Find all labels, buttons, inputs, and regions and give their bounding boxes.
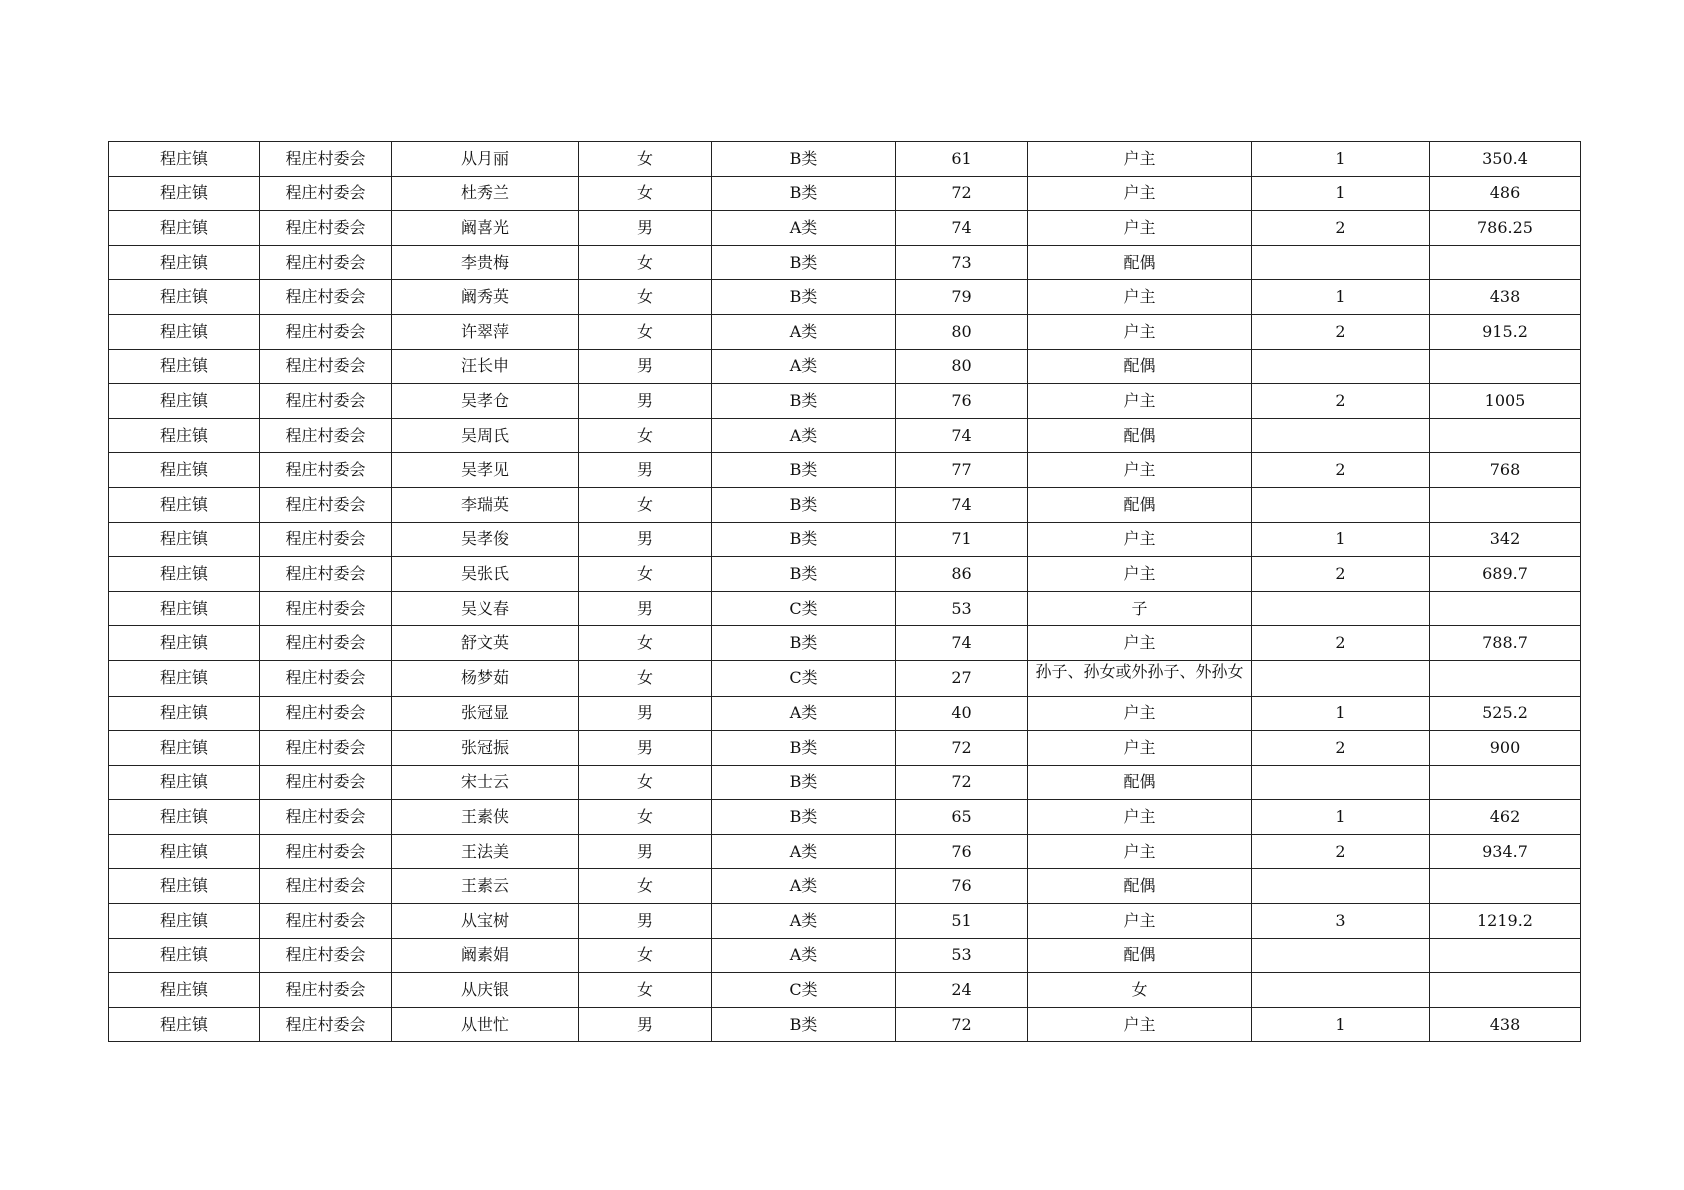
household-size-cell: 1: [1252, 176, 1430, 211]
name-cell: 王素云: [392, 869, 579, 904]
gender-cell: 男: [579, 696, 712, 731]
household-size-cell: 1: [1252, 142, 1430, 177]
village-committee-cell: 程庄村委会: [260, 660, 392, 696]
gender-cell: 男: [579, 211, 712, 246]
amount-cell: 915.2: [1430, 314, 1581, 349]
village-committee-cell: 程庄村委会: [260, 765, 392, 800]
household-size-cell: 2: [1252, 453, 1430, 488]
name-cell: 李瑞英: [392, 487, 579, 522]
gender-cell: 男: [579, 731, 712, 766]
household-size-cell: [1252, 869, 1430, 904]
relation-cell: 户主: [1028, 384, 1252, 419]
town-cell: 程庄镇: [109, 626, 260, 661]
age-cell: 72: [896, 176, 1028, 211]
town-cell: 程庄镇: [109, 904, 260, 939]
village-committee-cell: 程庄村委会: [260, 557, 392, 592]
amount-cell: 900: [1430, 731, 1581, 766]
category-cell: A类: [712, 904, 896, 939]
table-row: [109, 453, 1581, 488]
town-cell: 程庄镇: [109, 349, 260, 384]
amount-cell: [1430, 349, 1581, 384]
household-size-cell: 2: [1252, 384, 1430, 419]
data-table: [108, 141, 1581, 1042]
category-cell: B类: [712, 800, 896, 835]
gender-cell: 女: [579, 626, 712, 661]
relation-cell: 户主: [1028, 1007, 1252, 1042]
gender-cell: 男: [579, 349, 712, 384]
age-cell: 53: [896, 591, 1028, 626]
household-size-cell: [1252, 938, 1430, 973]
category-cell: A类: [712, 834, 896, 869]
village-committee-cell: 程庄村委会: [260, 142, 392, 177]
town-cell: 程庄镇: [109, 973, 260, 1008]
table-row: [109, 176, 1581, 211]
relation-cell: 户主: [1028, 731, 1252, 766]
relation-cell: 户主: [1028, 176, 1252, 211]
relation-text: 孙子、孙女或外孙子、外孙女: [1035, 661, 1244, 681]
village-committee-cell: 程庄村委会: [260, 314, 392, 349]
amount-cell: [1430, 418, 1581, 453]
relation-cell: 配偶: [1028, 487, 1252, 522]
table-row: [109, 660, 1581, 696]
age-cell: 65: [896, 800, 1028, 835]
name-cell: 王法美: [392, 834, 579, 869]
household-size-cell: 2: [1252, 557, 1430, 592]
amount-cell: 438: [1430, 1007, 1581, 1042]
household-size-cell: [1252, 591, 1430, 626]
category-cell: B类: [712, 765, 896, 800]
name-cell: 吴孝见: [392, 453, 579, 488]
amount-cell: [1430, 660, 1581, 696]
gender-cell: 男: [579, 591, 712, 626]
town-cell: 程庄镇: [109, 938, 260, 973]
village-committee-cell: 程庄村委会: [260, 904, 392, 939]
relation-cell: 户主: [1028, 522, 1252, 557]
category-cell: C类: [712, 973, 896, 1008]
gender-cell: 女: [579, 176, 712, 211]
name-cell: 从宝树: [392, 904, 579, 939]
table-row: [109, 142, 1581, 177]
category-cell: A类: [712, 211, 896, 246]
age-cell: 77: [896, 453, 1028, 488]
age-cell: 27: [896, 660, 1028, 696]
name-cell: 吴张氏: [392, 557, 579, 592]
category-cell: A类: [712, 869, 896, 904]
category-cell: A类: [712, 696, 896, 731]
town-cell: 程庄镇: [109, 731, 260, 766]
name-cell: 李贵梅: [392, 245, 579, 280]
amount-cell: [1430, 765, 1581, 800]
village-committee-cell: 程庄村委会: [260, 245, 392, 280]
gender-cell: 女: [579, 142, 712, 177]
category-cell: C类: [712, 591, 896, 626]
name-cell: 从月丽: [392, 142, 579, 177]
town-cell: 程庄镇: [109, 765, 260, 800]
town-cell: 程庄镇: [109, 660, 260, 696]
gender-cell: 女: [579, 869, 712, 904]
town-cell: 程庄镇: [109, 591, 260, 626]
relation-cell: 户主: [1028, 280, 1252, 315]
village-committee-cell: 程庄村委会: [260, 591, 392, 626]
relation-cell: 配偶: [1028, 765, 1252, 800]
town-cell: 程庄镇: [109, 453, 260, 488]
amount-cell: [1430, 487, 1581, 522]
gender-cell: 女: [579, 800, 712, 835]
amount-cell: [1430, 869, 1581, 904]
town-cell: 程庄镇: [109, 314, 260, 349]
gender-cell: 女: [579, 280, 712, 315]
age-cell: 72: [896, 731, 1028, 766]
village-committee-cell: 程庄村委会: [260, 731, 392, 766]
category-cell: B类: [712, 176, 896, 211]
category-cell: B类: [712, 626, 896, 661]
amount-cell: 342: [1430, 522, 1581, 557]
amount-cell: 934.7: [1430, 834, 1581, 869]
relation-cell: 户主: [1028, 800, 1252, 835]
gender-cell: 女: [579, 487, 712, 522]
household-size-cell: 1: [1252, 1007, 1430, 1042]
town-cell: 程庄镇: [109, 245, 260, 280]
age-cell: 51: [896, 904, 1028, 939]
household-size-cell: 2: [1252, 834, 1430, 869]
table-row: [109, 557, 1581, 592]
amount-cell: [1430, 938, 1581, 973]
relation-cell: 户主: [1028, 314, 1252, 349]
village-committee-cell: 程庄村委会: [260, 626, 392, 661]
household-size-cell: 2: [1252, 626, 1430, 661]
amount-cell: 350.4: [1430, 142, 1581, 177]
age-cell: 74: [896, 626, 1028, 661]
table-row: [109, 211, 1581, 246]
relation-cell: 户主: [1028, 557, 1252, 592]
name-cell: 从庆银: [392, 973, 579, 1008]
amount-cell: [1430, 245, 1581, 280]
age-cell: 76: [896, 834, 1028, 869]
gender-cell: 女: [579, 765, 712, 800]
name-cell: 张冠振: [392, 731, 579, 766]
household-size-cell: 3: [1252, 904, 1430, 939]
age-cell: 79: [896, 280, 1028, 315]
town-cell: 程庄镇: [109, 800, 260, 835]
amount-cell: 788.7: [1430, 626, 1581, 661]
gender-cell: 女: [579, 418, 712, 453]
table-row: [109, 938, 1581, 973]
relation-cell: 户主: [1028, 211, 1252, 246]
category-cell: B类: [712, 384, 896, 419]
town-cell: 程庄镇: [109, 384, 260, 419]
name-cell: 吴孝仓: [392, 384, 579, 419]
village-committee-cell: 程庄村委会: [260, 834, 392, 869]
gender-cell: 男: [579, 904, 712, 939]
village-committee-cell: 程庄村委会: [260, 453, 392, 488]
village-committee-cell: 程庄村委会: [260, 696, 392, 731]
amount-cell: 486: [1430, 176, 1581, 211]
village-committee-cell: 程庄村委会: [260, 869, 392, 904]
gender-cell: 女: [579, 557, 712, 592]
household-size-cell: [1252, 418, 1430, 453]
name-cell: 汪长申: [392, 349, 579, 384]
age-cell: 71: [896, 522, 1028, 557]
age-cell: 40: [896, 696, 1028, 731]
name-cell: 吴周氏: [392, 418, 579, 453]
table-row: [109, 245, 1581, 280]
age-cell: 76: [896, 384, 1028, 419]
town-cell: 程庄镇: [109, 522, 260, 557]
amount-cell: 1005: [1430, 384, 1581, 419]
table-body: [109, 142, 1581, 1042]
amount-cell: [1430, 591, 1581, 626]
table-row: [109, 1007, 1581, 1042]
age-cell: 80: [896, 314, 1028, 349]
relation-cell: 配偶: [1028, 869, 1252, 904]
household-size-cell: 1: [1252, 800, 1430, 835]
relation-cell: 户主: [1028, 626, 1252, 661]
amount-cell: 689.7: [1430, 557, 1581, 592]
amount-cell: 462: [1430, 800, 1581, 835]
gender-cell: 女: [579, 245, 712, 280]
relation-cell: 户主: [1028, 453, 1252, 488]
town-cell: 程庄镇: [109, 696, 260, 731]
category-cell: A类: [712, 418, 896, 453]
name-cell: 舒文英: [392, 626, 579, 661]
village-committee-cell: 程庄村委会: [260, 973, 392, 1008]
age-cell: 76: [896, 869, 1028, 904]
name-cell: 阚素娟: [392, 938, 579, 973]
table-row: [109, 522, 1581, 557]
table-row: [109, 973, 1581, 1008]
village-committee-cell: 程庄村委会: [260, 280, 392, 315]
household-size-cell: 2: [1252, 314, 1430, 349]
age-cell: 24: [896, 973, 1028, 1008]
relation-cell: 配偶: [1028, 245, 1252, 280]
household-size-cell: [1252, 349, 1430, 384]
household-size-cell: 1: [1252, 280, 1430, 315]
name-cell: 张冠显: [392, 696, 579, 731]
household-size-cell: [1252, 487, 1430, 522]
village-committee-cell: 程庄村委会: [260, 938, 392, 973]
relation-cell: 子: [1028, 591, 1252, 626]
table-row: [109, 626, 1581, 661]
category-cell: A类: [712, 314, 896, 349]
relation-cell: 户主: [1028, 142, 1252, 177]
name-cell: 杜秀兰: [392, 176, 579, 211]
relation-cell: [1028, 660, 1252, 696]
table-row: [109, 314, 1581, 349]
village-committee-cell: 程庄村委会: [260, 176, 392, 211]
age-cell: 74: [896, 211, 1028, 246]
table-row: [109, 731, 1581, 766]
table-row: [109, 384, 1581, 419]
relation-cell: 配偶: [1028, 349, 1252, 384]
household-size-cell: 1: [1252, 696, 1430, 731]
table-row: [109, 834, 1581, 869]
category-cell: B类: [712, 245, 896, 280]
amount-cell: 525.2: [1430, 696, 1581, 731]
name-cell: 宋士云: [392, 765, 579, 800]
name-cell: 从世忙: [392, 1007, 579, 1042]
gender-cell: 女: [579, 973, 712, 1008]
village-committee-cell: 程庄村委会: [260, 487, 392, 522]
table-row: [109, 696, 1581, 731]
category-cell: B类: [712, 280, 896, 315]
category-cell: B类: [712, 557, 896, 592]
household-size-cell: [1252, 660, 1430, 696]
table-row: [109, 591, 1581, 626]
relation-cell: 配偶: [1028, 418, 1252, 453]
gender-cell: 男: [579, 384, 712, 419]
town-cell: 程庄镇: [109, 557, 260, 592]
relation-cell: 户主: [1028, 696, 1252, 731]
town-cell: 程庄镇: [109, 1007, 260, 1042]
name-cell: 吴义春: [392, 591, 579, 626]
town-cell: 程庄镇: [109, 176, 260, 211]
village-committee-cell: 程庄村委会: [260, 211, 392, 246]
gender-cell: 男: [579, 834, 712, 869]
table-row: [109, 280, 1581, 315]
amount-cell: [1430, 973, 1581, 1008]
age-cell: 74: [896, 487, 1028, 522]
age-cell: 53: [896, 938, 1028, 973]
household-size-cell: 1: [1252, 522, 1430, 557]
household-size-cell: [1252, 765, 1430, 800]
village-committee-cell: 程庄村委会: [260, 1007, 392, 1042]
category-cell: B类: [712, 731, 896, 766]
town-cell: 程庄镇: [109, 211, 260, 246]
category-cell: C类: [712, 660, 896, 696]
age-cell: 61: [896, 142, 1028, 177]
village-committee-cell: 程庄村委会: [260, 418, 392, 453]
category-cell: B类: [712, 1007, 896, 1042]
age-cell: 72: [896, 1007, 1028, 1042]
gender-cell: 女: [579, 938, 712, 973]
village-committee-cell: 程庄村委会: [260, 800, 392, 835]
relation-cell: 户主: [1028, 904, 1252, 939]
category-cell: A类: [712, 938, 896, 973]
gender-cell: 男: [579, 453, 712, 488]
table-row: [109, 487, 1581, 522]
relation-cell: 户主: [1028, 834, 1252, 869]
household-size-cell: [1252, 973, 1430, 1008]
category-cell: B类: [712, 453, 896, 488]
amount-cell: 768: [1430, 453, 1581, 488]
town-cell: 程庄镇: [109, 418, 260, 453]
age-cell: 73: [896, 245, 1028, 280]
village-committee-cell: 程庄村委会: [260, 349, 392, 384]
age-cell: 86: [896, 557, 1028, 592]
table-row: [109, 765, 1581, 800]
table-row: [109, 418, 1581, 453]
amount-cell: 438: [1430, 280, 1581, 315]
town-cell: 程庄镇: [109, 869, 260, 904]
town-cell: 程庄镇: [109, 487, 260, 522]
village-committee-cell: 程庄村委会: [260, 384, 392, 419]
age-cell: 72: [896, 765, 1028, 800]
gender-cell: 女: [579, 314, 712, 349]
relation-cell: 配偶: [1028, 938, 1252, 973]
town-cell: 程庄镇: [109, 834, 260, 869]
name-cell: 吴孝俊: [392, 522, 579, 557]
name-cell: 阚秀英: [392, 280, 579, 315]
table-row: [109, 800, 1581, 835]
amount-cell: 1219.2: [1430, 904, 1581, 939]
gender-cell: 女: [579, 660, 712, 696]
category-cell: B类: [712, 142, 896, 177]
table-row: [109, 904, 1581, 939]
household-size-cell: [1252, 245, 1430, 280]
village-committee-cell: 程庄村委会: [260, 522, 392, 557]
name-cell: 杨梦茹: [392, 660, 579, 696]
category-cell: B类: [712, 487, 896, 522]
table-row: [109, 869, 1581, 904]
age-cell: 74: [896, 418, 1028, 453]
category-cell: A类: [712, 349, 896, 384]
town-cell: 程庄镇: [109, 280, 260, 315]
category-cell: B类: [712, 522, 896, 557]
table-row: [109, 349, 1581, 384]
name-cell: 王素侠: [392, 800, 579, 835]
age-cell: 80: [896, 349, 1028, 384]
relation-cell: 女: [1028, 973, 1252, 1008]
amount-cell: 786.25: [1430, 211, 1581, 246]
gender-cell: 男: [579, 1007, 712, 1042]
name-cell: 许翠萍: [392, 314, 579, 349]
household-size-cell: 2: [1252, 211, 1430, 246]
name-cell: 阚喜光: [392, 211, 579, 246]
household-size-cell: 2: [1252, 731, 1430, 766]
town-cell: 程庄镇: [109, 142, 260, 177]
gender-cell: 男: [579, 522, 712, 557]
